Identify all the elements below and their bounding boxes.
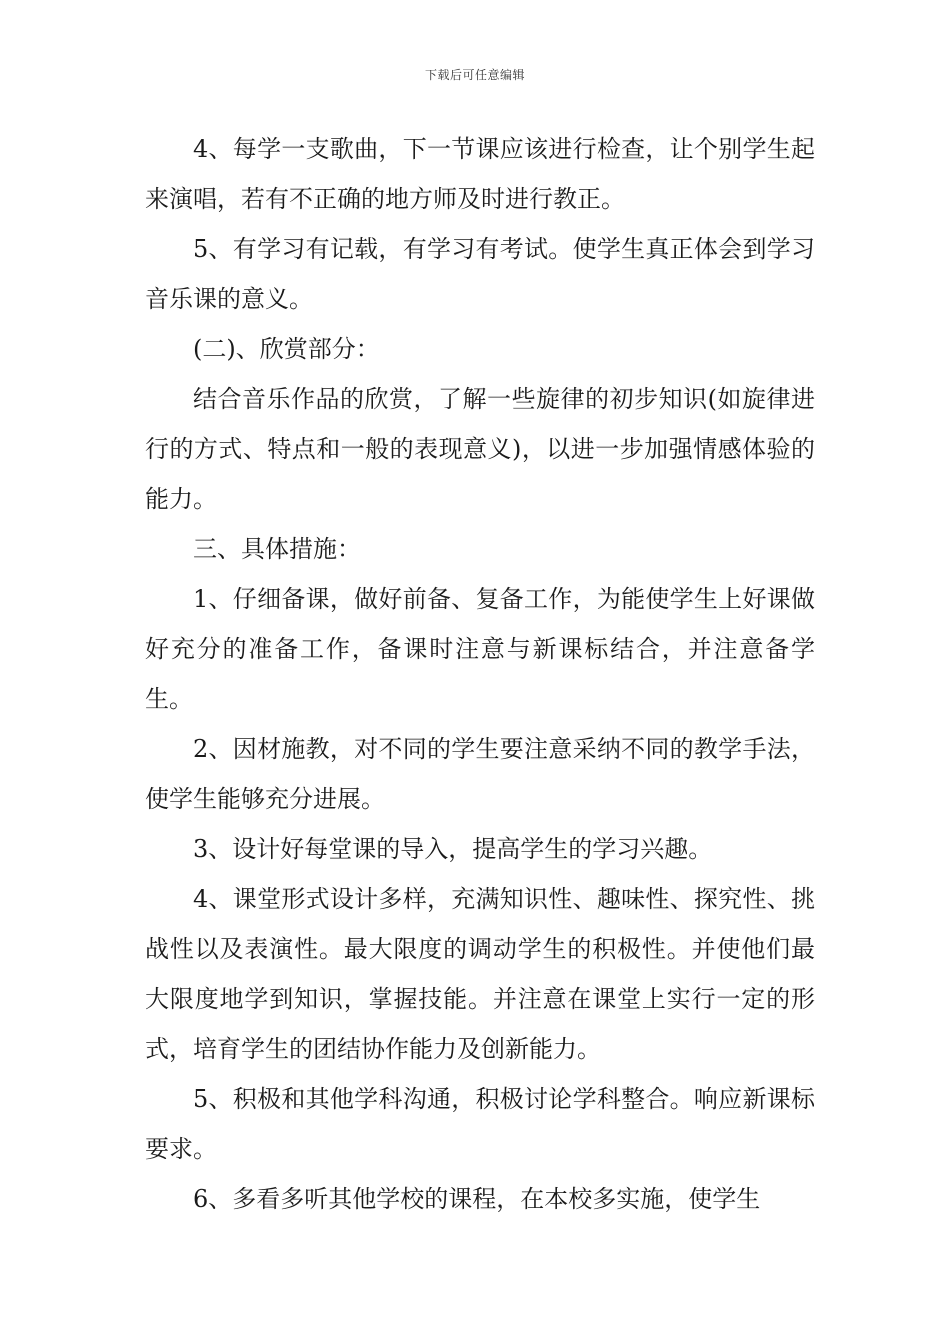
paragraph-measure-2: 2、因材施教，对不同的学生要注意采纳不同的教学手法，使学生能够充分进展。	[145, 735, 815, 813]
paragraph-appreciation: 结合音乐作品的欣赏，了解一些旋律的初步知识(如旋律进行的方式、特点和一般的表现意义)，以进一步加强情感体验的能力。	[145, 385, 815, 513]
page-header: 下载后可任意编辑	[424, 68, 525, 82]
section-heading-appreciation: (二)、欣赏部分：	[193, 335, 380, 363]
paragraph-measure-3: 3、设计好每堂课的导入，提高学生的学习兴趣。	[193, 835, 713, 863]
paragraph-measure-4: 4、课堂形式设计多样，充满知识性、趣味性、探究性、挑战性以及表演性。最大限度的调动学生的积极性。并使他们最大限度地学到知识，掌握技能。并注意在课堂上实行一定的形式，培育学生的团结协作能力及创新能力。	[145, 885, 815, 1063]
section-heading-measures: 三、具体措施：	[193, 535, 361, 563]
paragraph-measure-5: 5、积极和其他学科沟通，积极讨论学科整合。响应新课标要求。	[145, 1085, 815, 1163]
paragraph-record-exam: 5、有学习有记载，有学习有考试。使学生真正体会到学习音乐课的意义。	[145, 235, 815, 313]
paragraph-measure-6: 6、多看多听其他学校的课程，在本校多实施，使学生	[193, 1185, 761, 1213]
paragraph-measure-1: 1、仔细备课，做好前备、复备工作，为能使学生上好课做好充分的准备工作，备课时注意与新课标结合，并注意备学生。	[145, 585, 815, 713]
paragraph-review-songs: 4、每学一支歌曲，下一节课应该进行检查，让个别学生起来演唱，若有不正确的地方师及时进行教正。	[145, 135, 815, 213]
document-body	[145, 124, 815, 1224]
